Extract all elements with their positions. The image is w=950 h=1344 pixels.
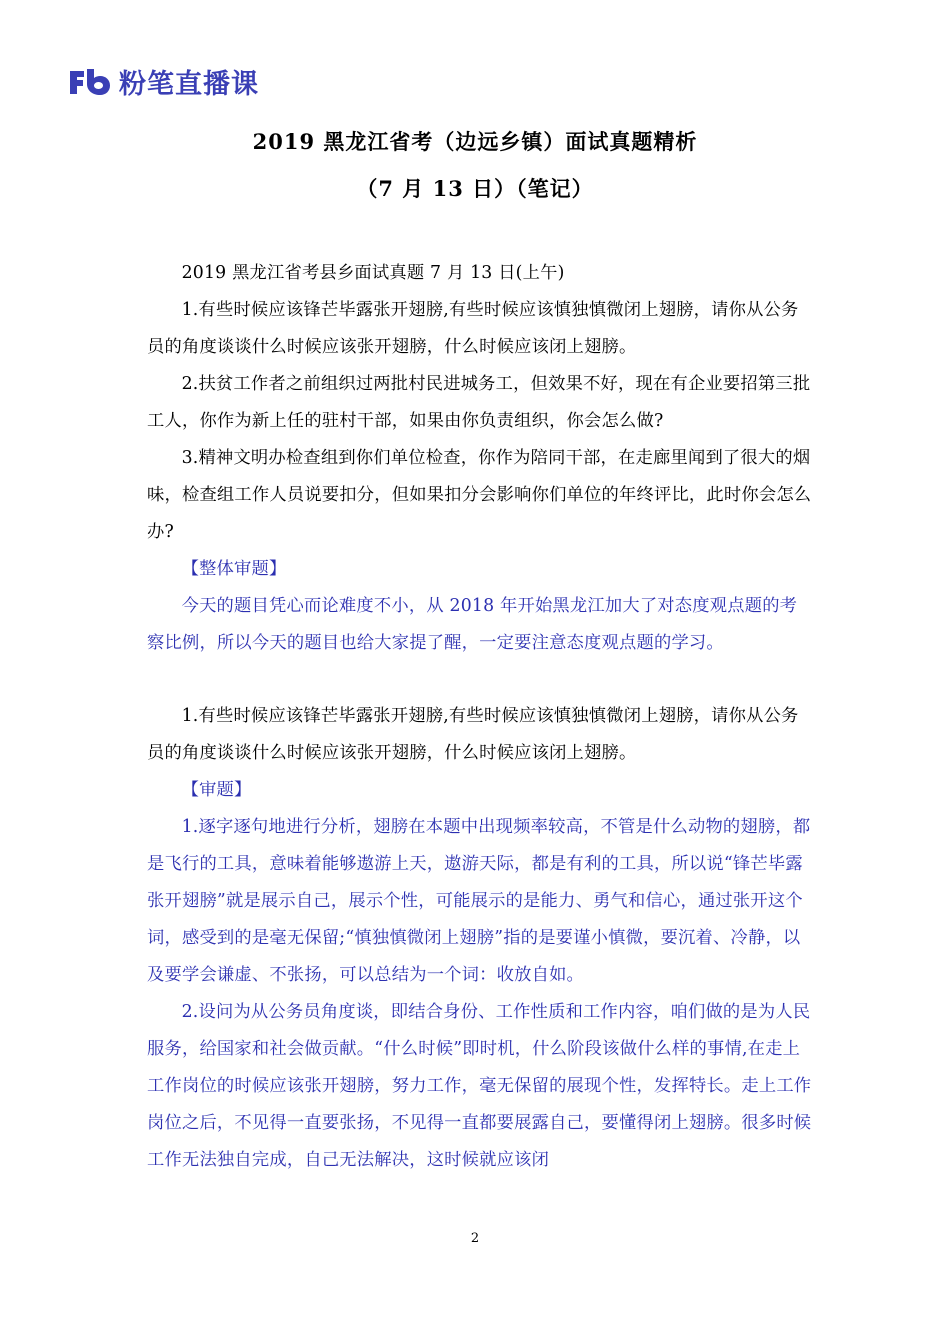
question-1-repeat: 1.有些时候应该锋芒毕露张开翅膀,有些时候应该慎独慎微闭上翅膀，请你从公务员的角度谈谈什么时候应该张开翅膀，什么时候应该闭上翅膀。: [147, 706, 799, 763]
document-title: 2019 黑龙江省考（边远乡镇）面试真题精析: [252, 129, 698, 154]
review-point-1: 1.逐字逐句地进行分析，翅膀在本题中出现频率较高，不管是什么动物的翅膀，都是飞行的工具，意味着能够遨游上天，遨游天际，都是有利的工具，所以说“锋芒毕露张开翅膀”就是展示自己，展示个性，可能展示的是能力、勇气和信心，通过张开这个词，感受到的是毫无保留;“慎独慎微闭上翅膀”指的是要谨小慎微，要沉着、冷静，以及要学会谦虚、不张扬，可以总结为一个词：收放自如。: [147, 817, 811, 985]
question-3: 3.精神文明办检查组到你们单位检查，你作为陪同干部，在走廊里闻到了很大的烟味，检查组工作人员说要扣分，但如果扣分会影响你们单位的年终评比，此时你会怎么办?: [147, 448, 812, 542]
document-body: [147, 255, 812, 1179]
page-number: 2: [470, 1231, 480, 1246]
overall-review-text: 今天的题目凭心而论难度不小，从 2018 年开始黑龙江加大了对态度观点题的考察比例，所以今天的题目也给大家提了醒，一定要注意态度观点题的学习。: [147, 596, 798, 653]
review-point-2: 2.设问为从公务员角度谈，即结合身份、工作性质和工作内容，咱们做的是为人民服务，给国家和社会做贡献。“什么时候”即时机，什么阶段该做什么样的事情,在走上工作岗位的时候应该张开翅膀，努力工作，毫无保留的展现个性，发挥特长。走上工作岗位之后，不见得一直要张扬，不见得一直都要展露自己，要懂得闭上翅膀。很多时候工作无法独自完成，自己无法解决，这时候就应该闭: [147, 1002, 812, 1170]
review-heading: 【审题】: [181, 780, 252, 800]
overall-review-heading: 【整体审题】: [181, 559, 287, 579]
logo-text: 粉笔直播课: [119, 69, 259, 100]
question-1: 1.有些时候应该锋芒毕露张开翅膀,有些时候应该慎独慎微闭上翅膀，请你从公务员的角度谈谈什么时候应该张开翅膀，什么时候应该闭上翅膀。: [147, 300, 799, 357]
document-subtitle: （7 月 13 日）（笔记）: [356, 176, 594, 201]
brand-logo: [67, 62, 259, 101]
fb-logo-icon: [67, 67, 113, 97]
question-2: 2.扶贫工作者之前组织过两批村民进城务工，但效果不好，现在有企业要招第三批工人，你作为新上任的驻村干部，如果由你负责组织，你会怎么做?: [147, 374, 811, 431]
intro-line: 2019 黑龙江省考县乡面试真题 7 月 13 日(上午): [181, 263, 565, 283]
section-gap: [147, 662, 812, 698]
